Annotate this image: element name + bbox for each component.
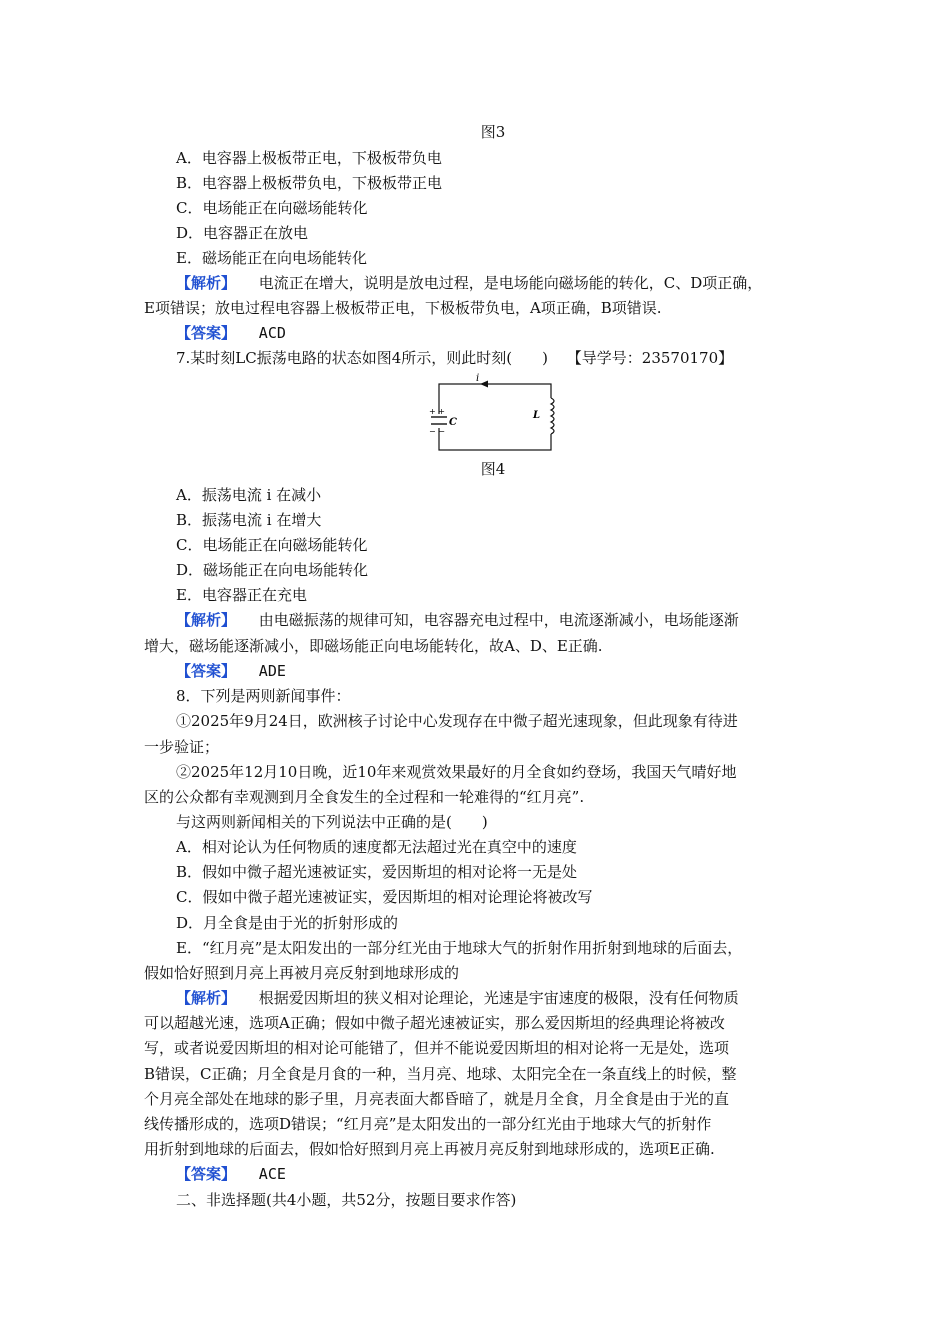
q8-stem: 8．下列是两则新闻事件：: [176, 687, 351, 705]
q6-analysis: [176, 273, 762, 293]
section-2-heading: 二、非选择题(共4小题，共52分，按题目要求作答): [176, 1191, 517, 1209]
q8-analysis-line-5: 个月亮全部处在地球的影子里，月亮表面大都昏暗了，就是月全食，月全食是由于光的直: [144, 1090, 730, 1108]
inductor-label: L: [533, 410, 541, 421]
q8-analysis-label: 【解析】: [176, 989, 237, 1007]
q8-answer-value: ACE: [258, 1165, 286, 1183]
q8-news-1-line-1: ①2025年9月24日，欧洲核子讨论中心发现存在中微子超光速现象，但此现象有待进: [176, 712, 738, 730]
q7-answer-label: 【答案】: [176, 662, 237, 680]
q7-option-e: E．电容器正在充电: [176, 586, 307, 604]
q8-option-e-line-1: E．“红月亮”是太阳发出的一部分红光由于地球大气的折射作用折射到地球的后面去，: [176, 939, 743, 957]
q8-news-1-line-2: 一步验证；: [144, 738, 220, 756]
q6-option-e: E．磁场能正在向电场能转化: [176, 249, 367, 267]
q8-analysis-line-4: B错误，C正确；月全食是月食的一种，当月亮、地球、太阳完全在一条直线上的时候，整: [144, 1065, 737, 1083]
q7-option-c: C．电场能正在向磁场能转化: [176, 536, 368, 554]
capacitor-label: C: [449, 417, 457, 428]
q8-analysis-line-2: 可以超越光速，选项A正确；假如中微子超光速被证实，那么爱因斯坦的经典理论将被改: [144, 1014, 725, 1032]
q6-answer-value: ACD: [258, 324, 286, 342]
q6-analysis-label: 【解析】: [176, 274, 237, 292]
q8-option-c: C．假如中微子超光速被证实，爱因斯坦的相对论理论将被改写: [176, 888, 593, 906]
q6-answer-label: 【答案】: [176, 324, 237, 342]
current-label: i: [476, 373, 480, 384]
q7-option-d: D．磁场能正在向电场能转化: [176, 561, 369, 579]
q7-analysis-line-1: 由电磁振荡的规律可知，电容器充电过程中，电流逐渐减小，电场能逐渐: [258, 611, 739, 629]
q8-option-d: D．月全食是由于光的折射形成的: [176, 914, 399, 932]
q8-news-2-line-1: ②2025年12月10日晚，近10年来观赏效果最好的月全食如约登场，我国天气晴好地: [176, 763, 737, 781]
q8-answer-label: 【答案】: [176, 1165, 237, 1183]
q8-answer: [176, 1164, 286, 1184]
current-arrow-icon: [480, 381, 488, 388]
q7-answer: [176, 661, 286, 681]
q7-stem: [176, 348, 733, 368]
q6-option-d: D．电容器正在放电: [176, 224, 309, 242]
q7-analysis-label: 【解析】: [176, 611, 237, 629]
figure-4-caption: 图4: [480, 460, 506, 478]
q6-option-c: C．电场能正在向磁场能转化: [176, 199, 368, 217]
q8-question: 与这两则新闻相关的下列说法中正确的是( ): [176, 813, 488, 831]
q8-analysis: [176, 988, 739, 1008]
q8-analysis-line-6: 线传播形成的，选项D错误；“红月亮”是太阳发出的一部分红光由于地球大气的折射作: [144, 1115, 712, 1133]
q6-analysis-line-2: E项错误；放电过程电容器上极板带正电，下极板带负电，A项正确，B项错误.: [144, 299, 662, 317]
figure-3-caption: 图3: [480, 123, 506, 141]
q7-analysis-line-2: 增大，磁场能逐渐减小，即磁场能正向电场能转化，故A、D、E正确.: [144, 637, 603, 655]
lc-circuit-diagram: [425, 372, 565, 456]
capacitor-plus-signs: + +: [429, 407, 445, 416]
q6-option-a: A．电容器上极板带正电，下极板带负电: [176, 149, 442, 167]
q7-option-a: A．振荡电流 i 在减小: [176, 486, 322, 504]
q7-option-b: B．振荡电流 i 在增大: [176, 511, 322, 529]
q6-answer: [176, 323, 286, 343]
q6-analysis-line-1: 电流正在增大，说明是放电过程，是电场能向磁场能的转化，C、D项正确，: [258, 274, 763, 292]
q8-analysis-line-3: 写，或者说爱因斯坦的相对论可能错了，但并不能说爱因斯坦的相对论将一无是处，选项: [144, 1039, 730, 1057]
q7-answer-value: ADE: [258, 662, 286, 680]
q8-option-a: A．相对论认为任何物质的速度都无法超过光在真空中的速度: [176, 838, 577, 856]
q8-analysis-line-7: 用折射到地球的后面去，假如恰好照到月亮上再被月亮反射到地球形成的，选项E正确.: [144, 1140, 715, 1158]
q7-stem-text: 7.某时刻LC振荡电路的状态如图4所示，则此时刻( ): [176, 349, 548, 367]
q7-reference-number: 【导学号：23570170】: [566, 349, 734, 367]
q8-option-e-line-2: 假如恰好照到月亮上再被月亮反射到地球形成的: [144, 964, 460, 982]
q8-option-b: B．假如中微子超光速被证实，爱因斯坦的相对论将一无是处: [176, 863, 578, 881]
q8-news-2-line-2: 区的公众都有幸观测到月全食发生的全过程和一轮难得的“红月亮”.: [144, 788, 585, 806]
capacitor-gap: [431, 414, 447, 428]
capacitor-minus-signs: − −: [429, 427, 445, 436]
q7-analysis: [176, 610, 739, 630]
q6-option-b: B．电容器上极板带负电，下极板带正电: [176, 174, 443, 192]
q8-analysis-line-1: 根据爱因斯坦的狭义相对论理论，光速是宇宙速度的极限，没有任何物质: [258, 989, 739, 1007]
